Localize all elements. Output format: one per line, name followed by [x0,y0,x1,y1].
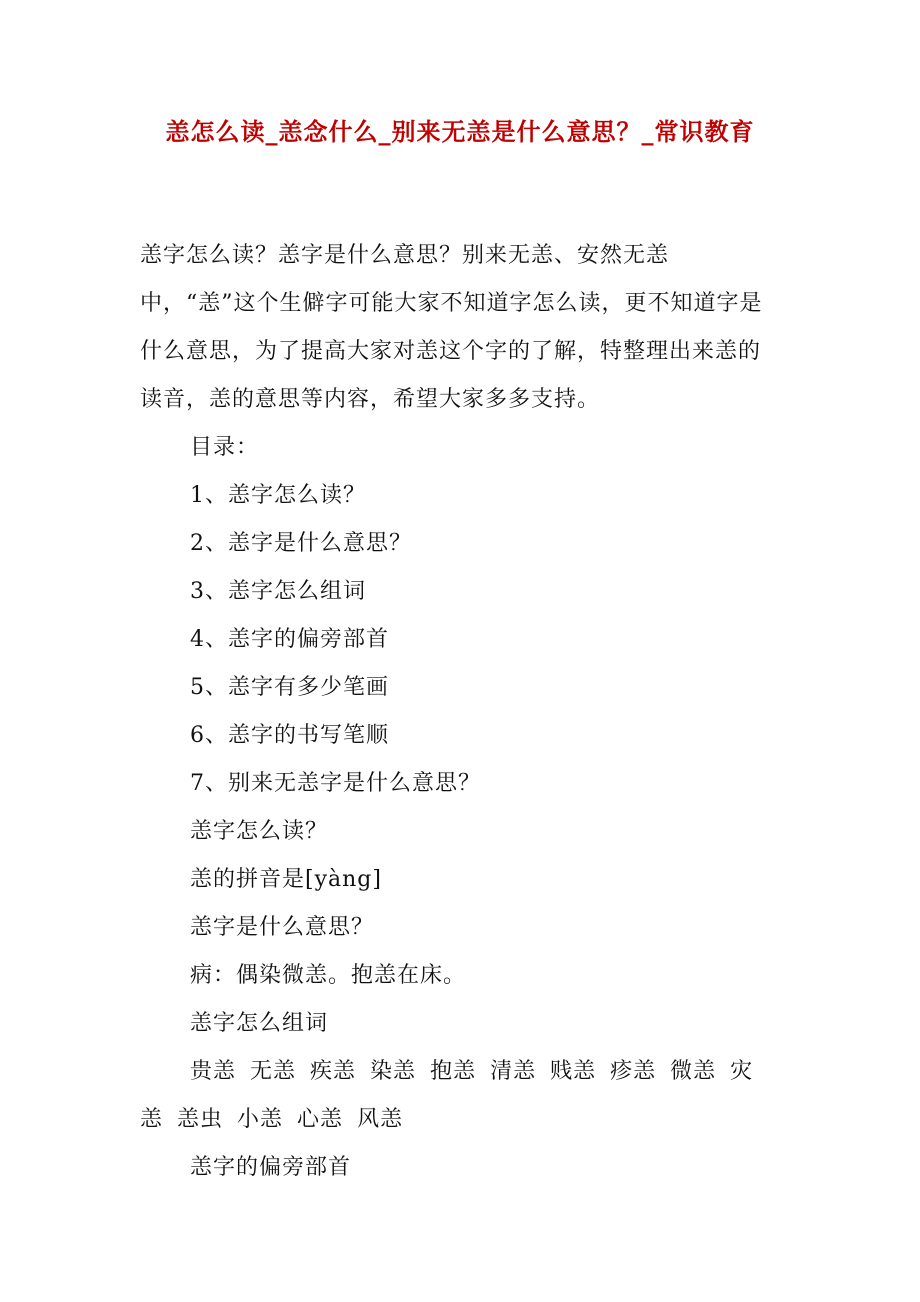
word-item: 风恙 [357,1107,404,1132]
section-read-heading: 恙字怎么读？ [190,819,329,844]
document-title: 恙怎么读_恙念什么_别来无恙是什么意思？_常识教育 [165,117,755,146]
word-item: 疹恙 [610,1059,657,1084]
word-item: 灾恙 [140,1059,754,1132]
toc-heading: 目录： [190,435,260,460]
document-body [140,232,780,1192]
toc-item: 2、恙字是什么意思？ [190,531,412,556]
toc-item: 6、恙字的书写笔顺 [190,723,389,748]
word-item: 心恙 [297,1107,344,1132]
word-list [140,1048,780,1144]
word-item: 无恙 [250,1059,297,1084]
word-item: 疾恙 [310,1059,357,1084]
toc-item: 3、恙字怎么组词 [190,579,366,604]
meaning-line: 病：偶染微恙。抱恙在床。 [190,963,467,988]
word-item: 抱恙 [430,1059,477,1084]
toc-item: 5、恙字有多少笔画 [190,675,389,700]
toc-item: 4、恙字的偏旁部首 [190,627,389,652]
toc-item: 1、恙字怎么读？ [190,483,366,508]
word-item: 恙虫 [177,1107,224,1132]
word-item: 清恙 [490,1059,537,1084]
intro-paragraph: 恙字怎么读？恙字是什么意思？别来无恙、安然无恙中，“恙”这个生僻字可能大家不知道字怎么读，更不知道字是什么意思，为了提高大家对恙这个字的了解，特整理出来恙的读音，恙的意思等内容，希望大家多多支持。 [140,243,763,412]
word-item: 染恙 [370,1059,417,1084]
section-meaning-heading: 恙字是什么意思？ [190,915,375,940]
word-item: 小恙 [237,1107,284,1132]
toc-item: 7、别来无恙字是什么意思？ [190,771,481,796]
section-words-heading: 恙字怎么组词 [190,1011,329,1036]
section-radical-heading: 恙字的偏旁部首 [190,1155,352,1180]
word-item: 贵恙 [190,1059,237,1084]
pinyin-line: 恙的拼音是[yàng] [190,867,382,892]
word-item: 微恙 [670,1059,717,1084]
word-item: 贱恙 [550,1059,597,1084]
